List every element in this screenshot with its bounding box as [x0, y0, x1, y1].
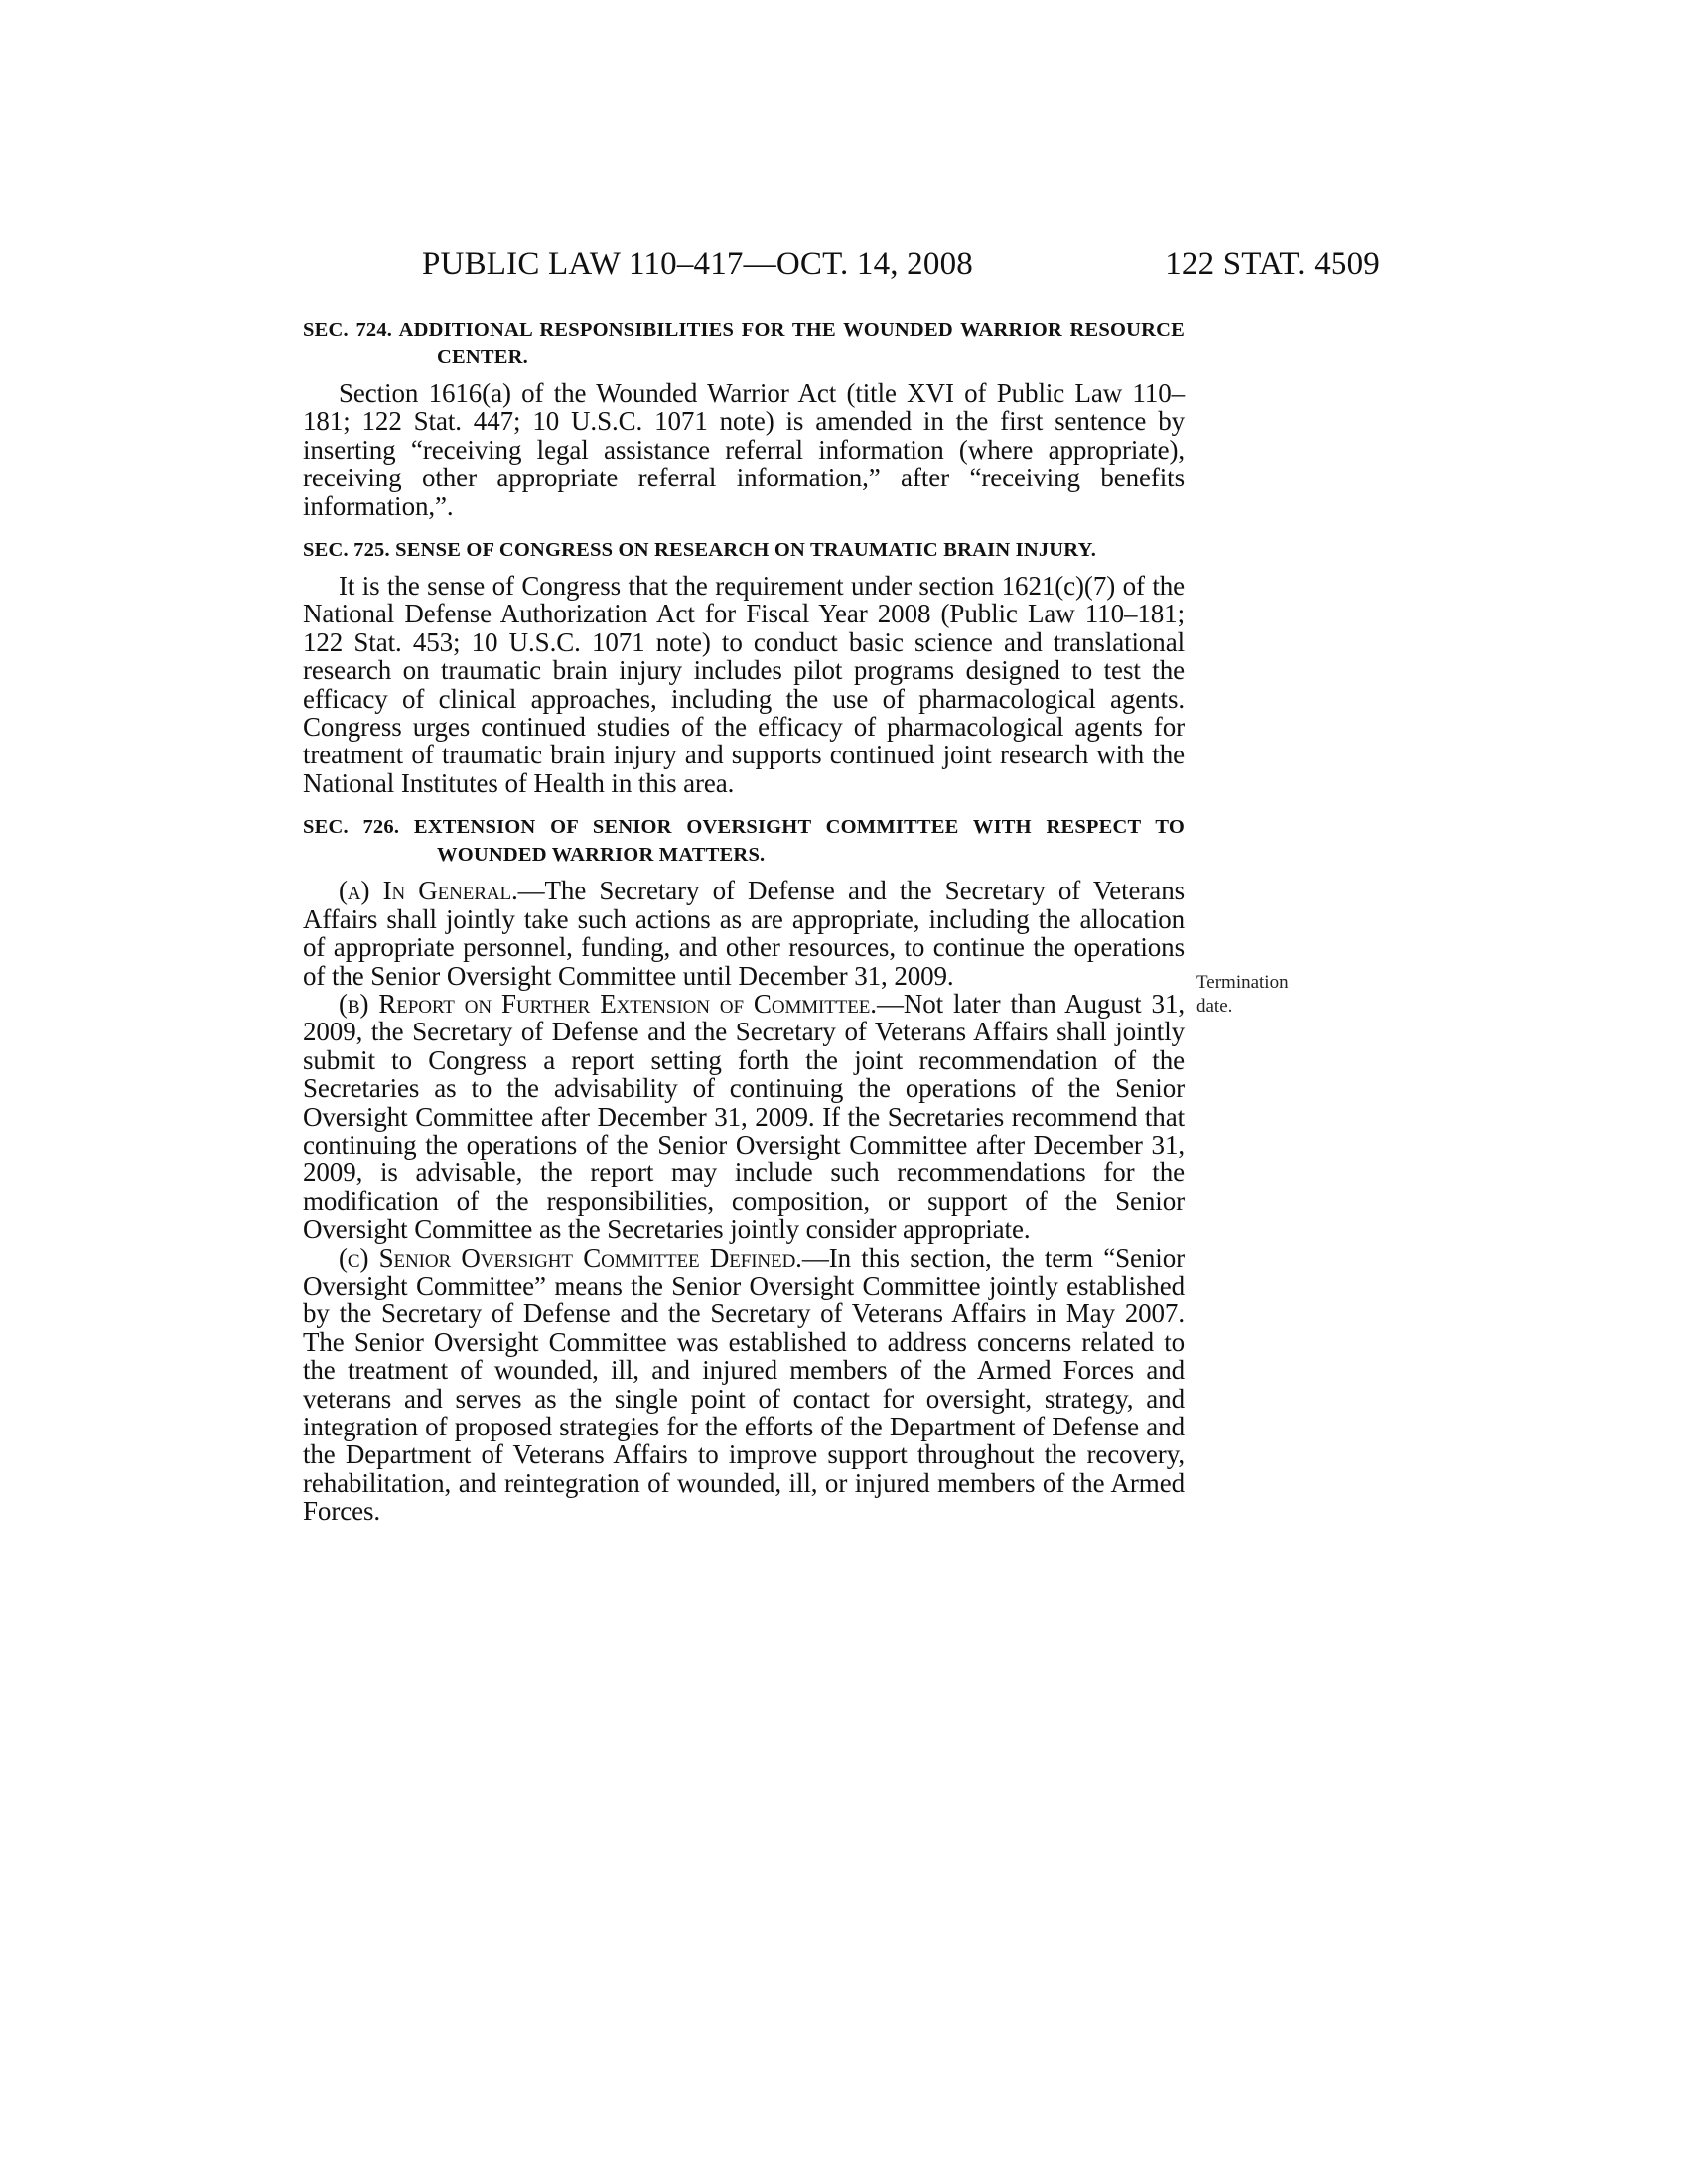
subsection-a	[303, 877, 1185, 990]
subsection-b-heading: (b) Report on Further Extension of Committee.	[339, 988, 877, 1019]
subsection-c-text: —In this section, the term “Senior Oversight Committee” means the Senior Oversight Committee jointly established by the Secretary of Defense and the Secretary of Veterans Affairs in May 2007. The Senior Oversight Committee was established to address concerns related to the treatment of wounded, ill, and injured members of the Armed Forces and veterans and serves as the single point of contact for oversight, strategy, and integration of proposed strategies for the efforts of the Department of Defense and the Department of Veterans Affairs to improve support throughout the recovery, rehabilitation, and reintegration of wounded, ill, or injured members of the Armed Forces.	[303, 1242, 1185, 1527]
statute-page-number: 122 STAT. 4509	[1165, 246, 1380, 282]
section-726-heading: SEC. 726. EXTENSION OF SENIOR OVERSIGHT COMMITTEE WITH RESPECT TO WOUNDED WARRIOR MATTERS.	[303, 816, 1185, 867]
subsection-b-text: —Not later than August 31, 2009, the Secretary of Defense and the Secretary of Veterans Affairs shall jointly submit to Congress a report setting forth the joint recommendation of the Secretaries as to the advisability of continuing the operations of the Senior Oversight Committee after December 31, 2009. If the Secretaries recommend that continuing the operations of the Senior Oversight Committee after December 31, 2009, is advisable, the report may include such recommendations for the modification of the responsibilities, composition, or support of the Senior Oversight Committee as the Secretaries jointly consider appropriate.	[303, 988, 1185, 1245]
running-head-title: PUBLIC LAW 110–417—OCT. 14, 2008	[422, 246, 973, 282]
section-725	[303, 536, 1185, 797]
section-725-text: It is the sense of Congress that the requirement under section 1621(c)(7) of the National Defense Authorization Act for Fiscal Year 2008 (Public Law 110–181; 122 Stat. 453; 10 U.S.C. 1071 note) to conduct basic science and translational research on traumatic brain injury includes pilot programs designed to test the efficacy of clinical approaches, including the use of pharmacological agents. Congress urges continued studies of the efficacy of pharmacological agents for treatment of traumatic brain injury and supports continued joint research with the National Institutes of Health in this area.	[303, 571, 1185, 798]
subsection-c-heading: (c) Senior Oversight Committee Defined.	[339, 1242, 802, 1273]
margin-note-line-2: date.	[1196, 996, 1233, 1017]
subsection-a-text: —The Secretary of Defense and the Secretary of Veterans Affairs shall jointly take such actions as are appropriate, including the allocation of appropriate personnel, funding, and other resources, to continue the operations of the Senior Oversight Committee until December 31, 2009.	[303, 876, 1185, 991]
document-body	[303, 316, 1185, 1542]
section-724	[303, 316, 1185, 520]
margin-note-termination-date	[1196, 971, 1336, 1019]
margin-note-line-1: Termination	[1196, 972, 1289, 993]
page-header	[422, 246, 1380, 290]
subsection-c	[303, 1244, 1185, 1526]
subsection-b	[303, 990, 1185, 1244]
section-724-text: Section 1616(a) of the Wounded Warrior Act (title XVI of Public Law 110–181; 122 Stat. 447; 10 U.S.C. 1071 note) is amended in the first sentence by inserting “receiving legal assistance referral information (where appropriate), receiving other appropriate referral information,” after “receiving benefits information,”.	[303, 378, 1185, 521]
subsection-a-heading: (a) In General.	[339, 876, 518, 906]
section-724-heading: SEC. 724. ADDITIONAL RESPONSIBILITIES FOR THE WOUNDED WARRIOR RESOURCE CENTER.	[303, 319, 1185, 368]
section-725-heading: SEC. 725. SENSE OF CONGRESS ON RESEARCH ON TRAUMATIC BRAIN INJURY.	[303, 539, 1097, 562]
section-726	[303, 813, 1185, 1525]
